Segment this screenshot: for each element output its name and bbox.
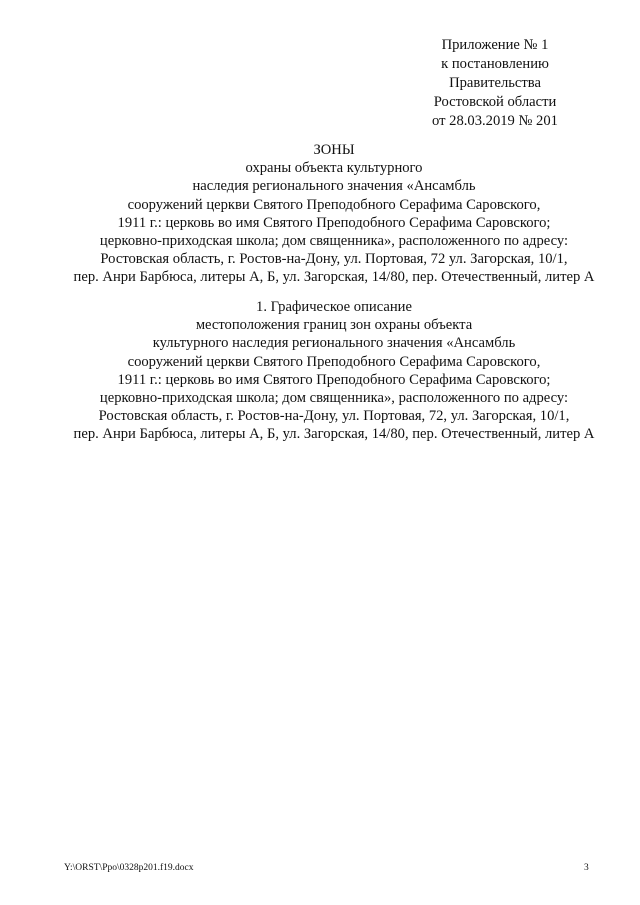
section-1-line: 1911 г.: церковь во имя Святого Преподобного Серафима Саровского; xyxy=(117,371,551,388)
appendix-line: Правительства xyxy=(449,75,541,91)
section-1-line: культурного наследия регионального значения «Ансамбль xyxy=(152,335,516,352)
zones-title-block xyxy=(60,141,608,287)
section-1-heading: 1. Графическое описание xyxy=(256,299,412,315)
appendix-line: Ростовской области xyxy=(433,94,557,110)
zones-title-line: наследия регионального значения «Ансамбль xyxy=(192,178,476,195)
appendix-line: Приложение № 1 xyxy=(441,37,549,53)
section-1-line: местоположения границ зон охраны объекта xyxy=(195,317,473,334)
footer-page-number: 3 xyxy=(584,863,589,873)
footer-file-path: Y:\ORST\Ppo\0328p201.f19.docx xyxy=(64,863,194,873)
appendix-line: от 28.03.2019 № 201 xyxy=(432,113,558,129)
section-1-block xyxy=(60,298,608,444)
zones-title-line: пер. Анри Барбюса, литеры А, Б, ул. Загорская, 14/80, пер. Отечественный, литер А xyxy=(73,269,595,286)
zones-title-line: 1911 г.: церковь во имя Святого Преподобного Серафима Саровского; xyxy=(117,214,551,231)
section-1-line: Ростовская область, г. Ростов-на-Дону, ул. Портовая, 72, ул. Загорская, 10/1, xyxy=(98,408,570,425)
zones-title-line: Ростовская область, г. Ростов-на-Дону, ул. Портовая, 72 ул. Загорская, 10/1, xyxy=(100,251,568,268)
appendix-line: к постановлению xyxy=(441,56,549,72)
section-1-line: пер. Анри Барбюса, литеры А, Б, ул. Загорская, 14/80, пер. Отечественный, литер А xyxy=(73,426,595,443)
section-1-line: сооружений церкви Святого Преподобного Серафима Саровского, xyxy=(127,353,541,370)
appendix-header xyxy=(400,36,590,131)
zones-title-line: церковно-приходская школа; дом священника», расположенного по адресу: xyxy=(99,233,569,250)
zones-title-line: охраны объекта культурного xyxy=(245,160,423,177)
zones-title-line: сооружений церкви Святого Преподобного Серафима Саровского, xyxy=(127,196,541,213)
zones-heading: ЗОНЫ xyxy=(313,142,355,158)
section-1-line: церковно-приходская школа; дом священника», расположенного по адресу: xyxy=(99,390,569,407)
